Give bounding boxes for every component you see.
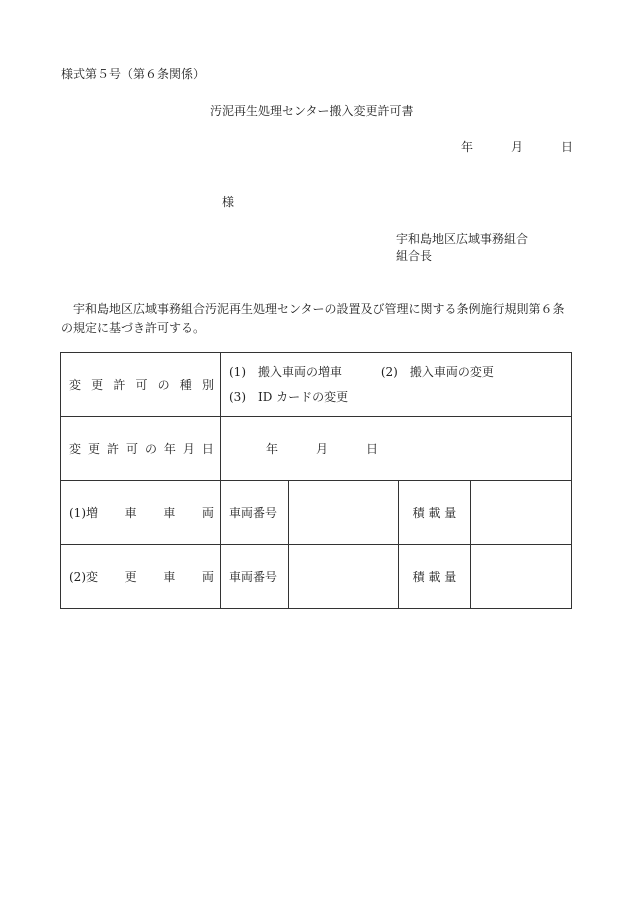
form-number: 様式第５号（第６条関係） [61,67,206,81]
change-vehicle-capacity-label: 積 載 量 [399,545,471,609]
issue-date-day: 日 [561,140,574,154]
change-type-char: 更 [91,378,104,392]
issuer-organization: 宇和島地区広域事務組合 [396,232,529,246]
change-type-char: 可 [135,378,148,392]
option-add-vehicle: (1) 搬入車両の増車 [229,364,342,379]
add-vehicle-prefix-char [69,504,98,521]
table-row-change-type [61,353,572,417]
change-vehicle-char: 更 [124,570,137,584]
body-text: 宇和島地区広域事務組合汚泥再生処理センターの設置及び管理に関する条例施行規則第６条の規定に基づき許可する。 [61,302,565,335]
add-vehicle-char: 増 [86,506,99,520]
change-vehicle-capacity-field[interactable] [471,545,572,609]
addressee-suffix: 様 [222,195,235,209]
add-vehicle-number-label: 車両番号 [221,481,289,545]
change-vehicle-char: 車 [163,570,176,584]
change-type-char: 別 [201,378,214,392]
add-vehicle-label [61,481,221,545]
change-vehicle-label [61,545,221,609]
table-row-permit-date [61,417,572,481]
permit-date-char: の [144,442,157,456]
issue-date-year: 年 [461,140,474,154]
permit-date-field[interactable] [221,417,572,481]
issuer-title: 組合長 [396,249,433,263]
add-vehicle-capacity-label: 積 載 量 [399,481,471,545]
change-vehicle-char: 両 [201,570,214,584]
permit-date-char: 月 [182,442,195,456]
document-title: 汚泥再生処理センター搬入変更許可書 [210,104,414,118]
permit-table [60,352,572,609]
permit-date-char: 許 [106,442,119,456]
change-type-char: 種 [179,378,192,392]
table-row-add-vehicle [61,481,572,545]
change-vehicle-number-field[interactable] [289,545,399,609]
add-vehicle-char: 車 [163,506,176,520]
change-type-char: 変 [69,378,82,392]
change-type-char: の [157,378,170,392]
permit-date-char: 変 [69,442,82,456]
change-vehicle-prefix: (2) [69,570,86,584]
add-vehicle-capacity-field[interactable] [471,481,572,545]
permit-date-char: 年 [163,442,176,456]
permit-date-label [61,417,221,481]
change-vehicle-number-label: 車両番号 [221,545,289,609]
permit-date-char: 更 [87,442,100,456]
change-vehicle-char: 変 [86,570,99,584]
add-vehicle-prefix: (1) [69,506,86,520]
change-type-label [61,353,221,417]
permit-date-month: 月 [316,442,329,456]
change-type-char: 許 [113,378,126,392]
add-vehicle-char: 車 [124,506,137,520]
permit-date-char: 日 [201,442,214,456]
option-id-card-change: (3) ID カードの変更 [229,389,349,404]
change-type-options [221,353,572,417]
table-row-change-vehicle [61,545,572,609]
change-vehicle-prefix-char [69,568,98,585]
permit-date-char: 可 [125,442,138,456]
add-vehicle-char: 両 [201,506,214,520]
option-change-vehicle: (2) 搬入車両の変更 [380,364,494,379]
permit-date-year: 年 [266,442,279,456]
permit-date-day: 日 [366,442,379,456]
add-vehicle-number-field[interactable] [289,481,399,545]
issue-date-month: 月 [511,140,524,154]
